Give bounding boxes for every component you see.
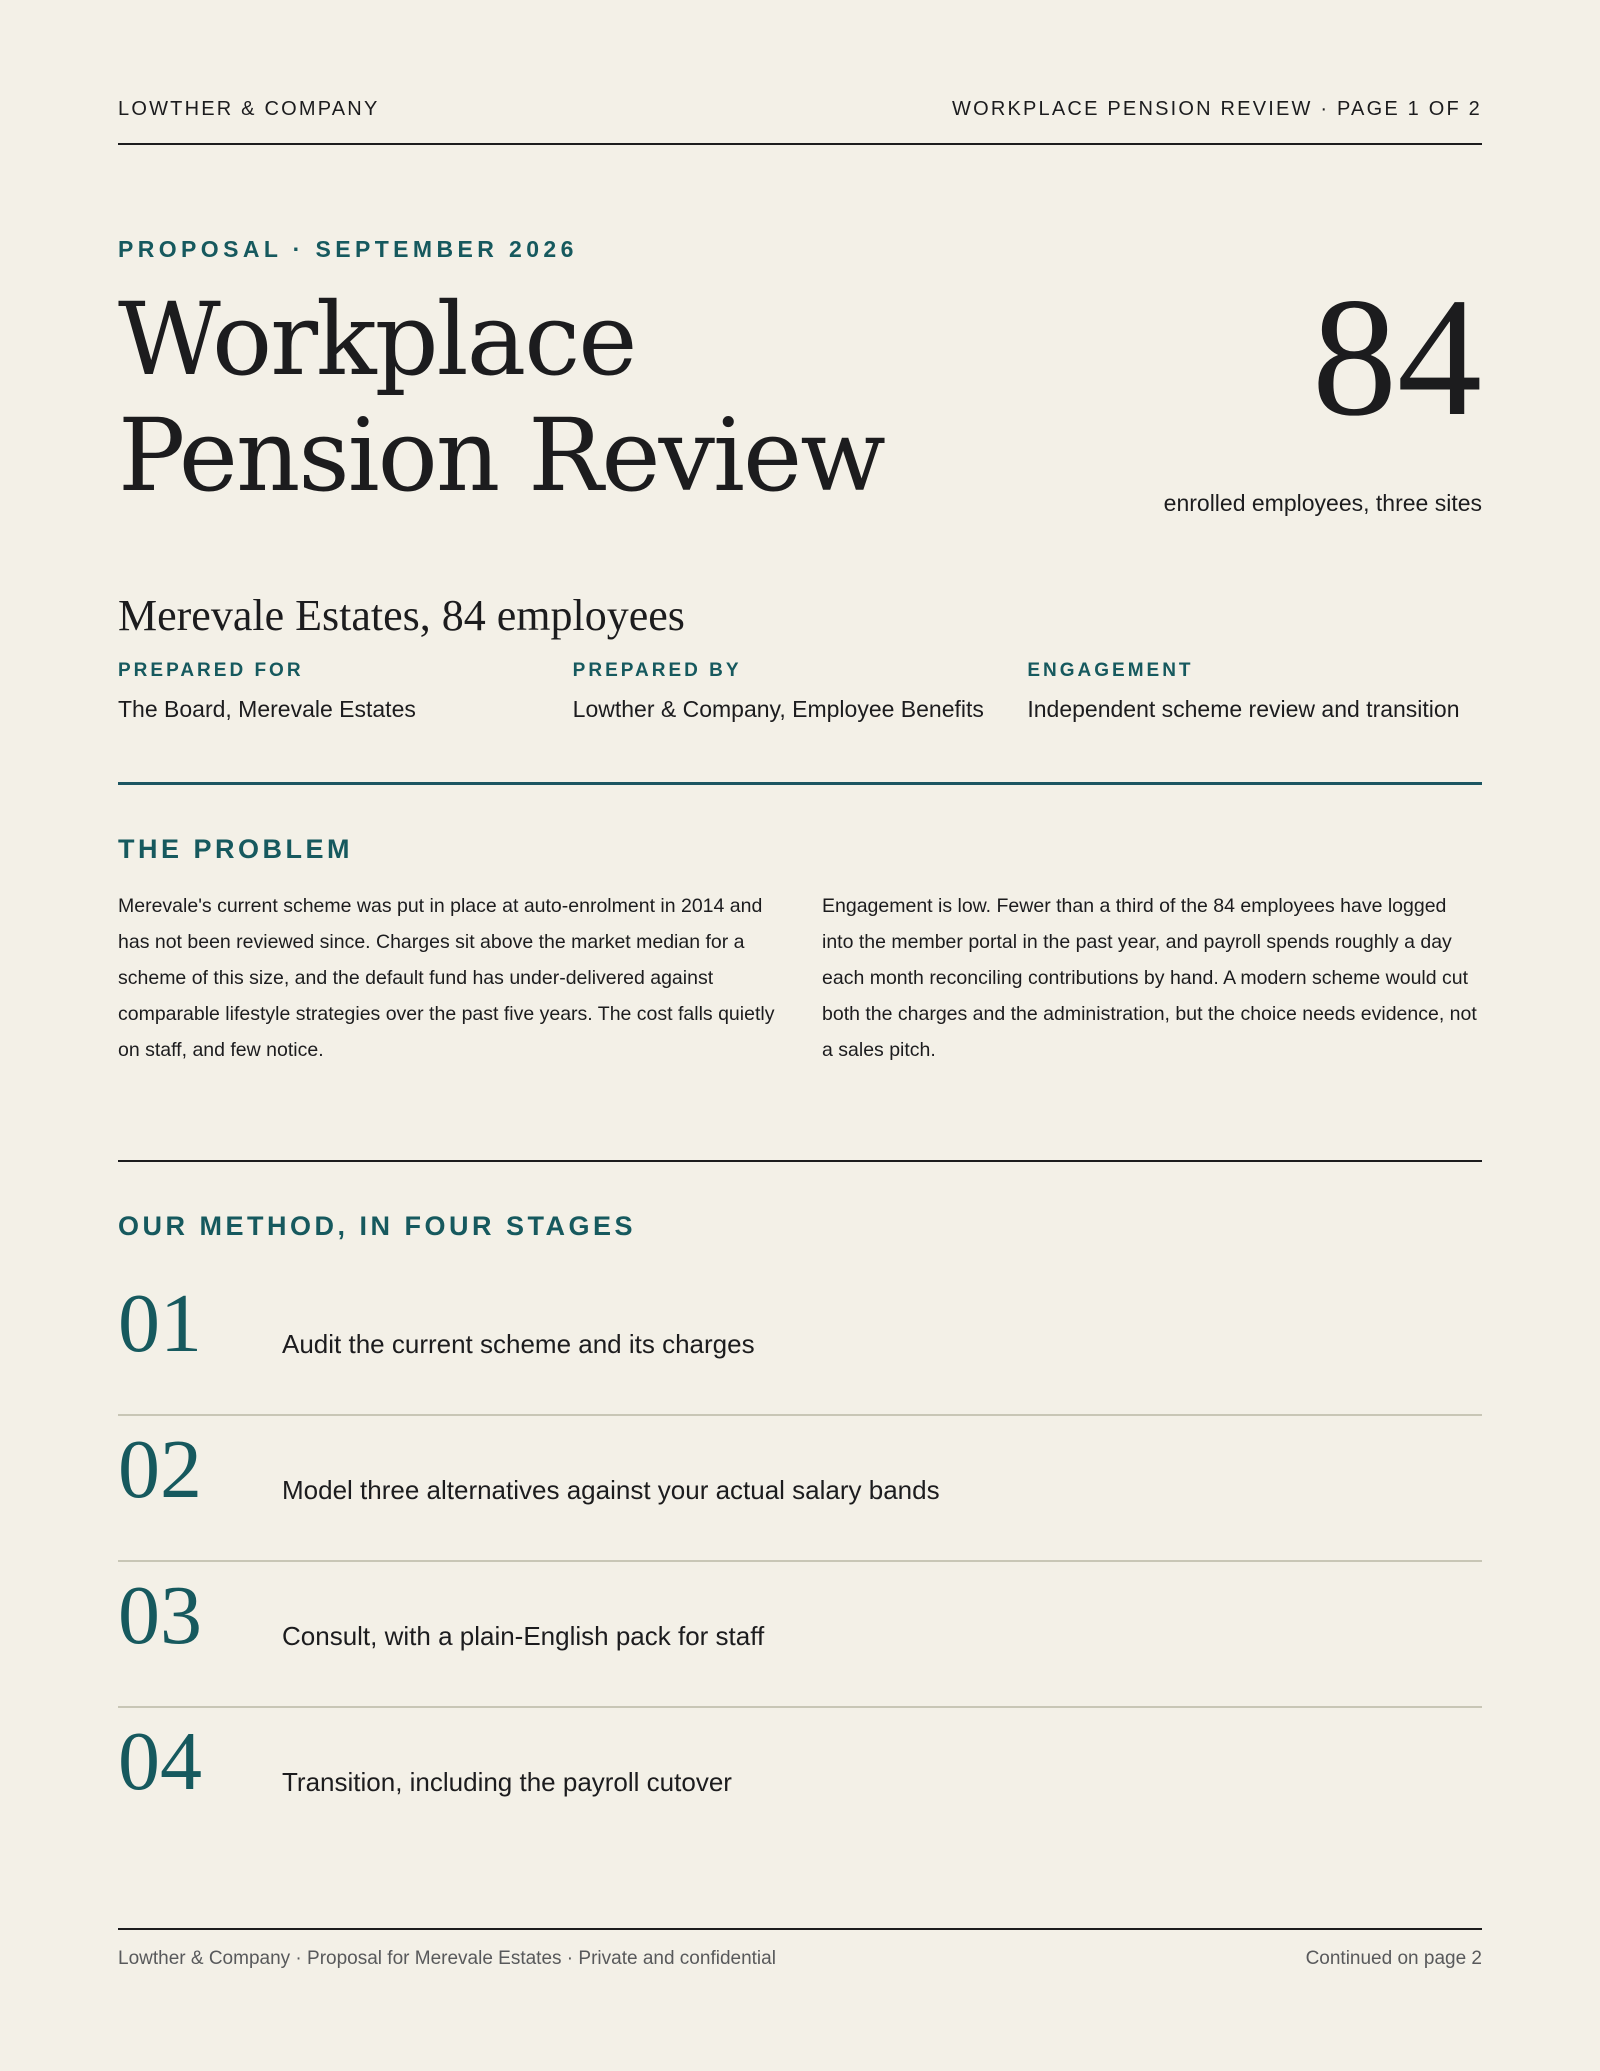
problem-heading: THE PROBLEM	[118, 834, 354, 864]
stage-description: Transition, including the payroll cutover	[282, 1767, 732, 1797]
stage-description: Consult, with a plain-English pack for staff	[282, 1621, 765, 1651]
meta-value: Independent scheme review and transition	[1027, 696, 1460, 722]
meta-row	[118, 660, 1482, 723]
document-title	[118, 282, 1018, 514]
footer-continuation: Continued on page 2	[1305, 1948, 1482, 1969]
meta-label: ENGAGEMENT	[1027, 660, 1194, 681]
stage-number: 03	[118, 1569, 202, 1662]
meta-prepared-by	[573, 660, 1028, 723]
title-line-2: Pension Review	[118, 397, 884, 514]
proposal-page	[118, 0, 1482, 2071]
meta-label: PREPARED FOR	[118, 660, 304, 681]
firm-name: LOWTHER & COMPANY	[118, 98, 380, 120]
stage-number: 04	[118, 1715, 202, 1808]
stage-item	[118, 1562, 1482, 1708]
method-stages	[118, 1270, 1482, 1852]
employee-count-stat: 84	[1312, 263, 1482, 451]
meta-prepared-for	[118, 660, 573, 723]
stage-number: 01	[118, 1277, 202, 1370]
proposal-kicker: PROPOSAL · SEPTEMBER 2026	[118, 236, 578, 262]
stage-number: 02	[118, 1423, 202, 1516]
stage-description: Audit the current scheme and its charges	[282, 1329, 755, 1359]
running-header	[118, 98, 1482, 121]
section-divider	[118, 1160, 1482, 1162]
footer-divider	[118, 1928, 1482, 1930]
page-footer	[118, 1948, 1482, 1970]
stage-item	[118, 1270, 1482, 1416]
method-heading: OUR METHOD, IN FOUR STAGES	[118, 1211, 637, 1241]
footer-note: Lowther & Company · Proposal for Merevale Estates · Private and confidential	[118, 1948, 776, 1969]
stage-description: Model three alternatives against your actual salary bands	[282, 1475, 940, 1505]
title-line-1: Workplace	[118, 281, 636, 398]
meta-label: PREPARED BY	[572, 660, 742, 681]
meta-value: Lowther & Company, Employee Benefits	[572, 696, 984, 722]
meta-value: The Board, Merevale Estates	[118, 696, 416, 722]
problem-body	[118, 888, 1482, 1068]
document-subtitle: Merevale Estates, 84 employees	[118, 591, 685, 640]
header-divider	[118, 143, 1482, 145]
problem-paragraph-2: Engagement is low. Fewer than a third of the 84 employees have logged into the member portal in the past year, and payroll spends roughly a day each month reconciling contributions by hand. A modern scheme would cut both the charges and the administration, but the choice needs evidence, not a sales pitch.	[822, 895, 1477, 1061]
section-divider-teal	[118, 782, 1482, 785]
meta-engagement	[1027, 660, 1482, 723]
problem-paragraph-1: Merevale's current scheme was put in place at auto-enrolment in 2014 and has not been reviewed since. Charges sit above the market median for a scheme of this size, and the default fund has under-delivered against comparable lifestyle strategies over the past five years. The cost falls quietly on staff, and few notice.	[118, 895, 775, 1061]
stage-item	[118, 1416, 1482, 1562]
running-title: WORKPLACE PENSION REVIEW · PAGE 1 OF 2	[952, 98, 1482, 120]
employee-count-caption: enrolled employees, three sites	[1163, 490, 1482, 516]
stage-item	[118, 1708, 1482, 1852]
